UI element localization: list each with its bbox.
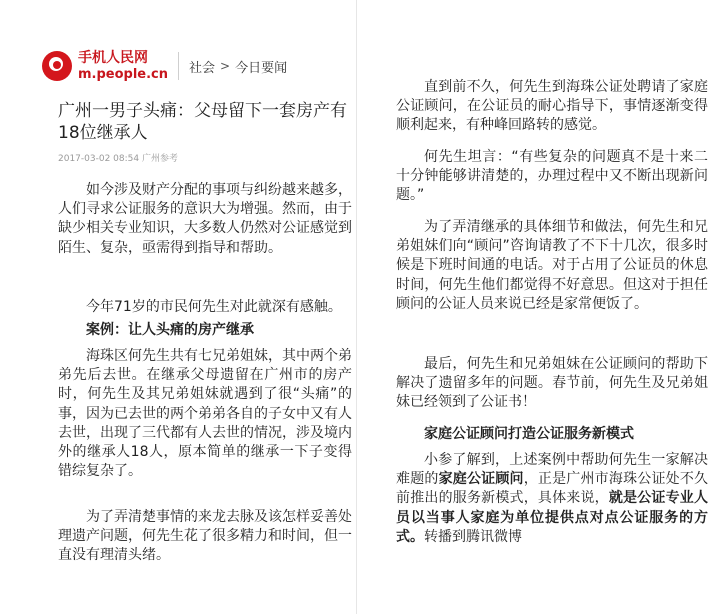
left-section-heading: 案例：让人头痛的房产继承 <box>86 322 254 338</box>
right-section-heading: 家庭公证顾问打造公证服务新模式 <box>424 426 634 442</box>
site-header <box>42 46 287 86</box>
article-left-column <box>0 0 357 614</box>
people-logo-icon[interactable] <box>42 51 72 81</box>
left-paragraph-1: 如今涉及财产分配的事项与纠纷越来越多，人们寻求公证服务的意识大为增强。然而，由于缺少相关专业知识，大多数人仍然对公证感觉到陌生、复杂，亟需得到指导和帮助。 <box>58 182 352 256</box>
article-meta: 2017-03-02 08:54 广州参考 <box>58 154 178 164</box>
p5-text-c: ，正是广州市海珠公证处不久前推出的服务新模式，具体来说， <box>396 471 709 507</box>
right-paragraph-5 <box>396 451 708 547</box>
breadcrumb-item-today-news[interactable]: 今日要闻 <box>235 60 288 76</box>
left-paragraph-2: 今年71岁的市民何先生对此就深有感触。 <box>86 299 342 315</box>
p5-text-a: 小参了解到，上述案例中帮助何先生一家解决难题的 <box>396 452 708 488</box>
left-paragraph-3: 海珠区何先生共有七兄弟姐妹，其中两个弟弟先后去世。在继承父母遗留在广州市的房产时，何先生及其兄弟姐妹就遇到了很“头痛”的事，因为已去世的两个弟弟各自的子女中又有人去世，出现了三代都有人去世的情况，涉及境内外的继承人18人，原本简单的继承一下子变得错综复杂了。 <box>58 348 352 480</box>
site-logo[interactable] <box>78 51 168 81</box>
share-tencent-weibo-link[interactable]: 转播到腾讯微博 <box>424 528 522 545</box>
p5-bold-term: 家庭公证顾问 <box>438 471 524 488</box>
right-paragraph-3: 为了弄清继承的具体细节和做法，何先生和兄弟姐妹们向“顾问”咨询请教了不下十几次，很多时候是下班时间通的电话。对于占用了公证员的休息时间，何先生他们都觉得不好意思。但这对于担任顾问的公证人员来说已经是家常便饭了。 <box>396 219 708 312</box>
article-title: 广州一男子头痛：父母留下一套房产有18位继承人 <box>58 101 347 143</box>
logo-url-text: m.people.cn <box>78 67 169 82</box>
article-right-column <box>368 0 710 614</box>
breadcrumb-item-social[interactable]: 社会 <box>189 60 216 76</box>
left-paragraph-4: 为了弄清楚事情的来龙去脉及该怎样妥善处理遗产问题，何先生花了很多精力和时间，但一直没有理清头绪。 <box>58 509 352 564</box>
breadcrumb <box>189 57 287 76</box>
right-paragraph-2: 何先生坦言：“有些复杂的问题真不是十来二十分钟能够讲清楚的，办理过程中又不断出现新问题。” <box>396 149 708 204</box>
right-paragraph-1: 直到前不久，何先生到海珠公证处聘请了家庭公证顾问，在公证员的耐心指导下，事情逐渐变得顺利起来，有种峰回路转的感觉。 <box>396 79 708 134</box>
right-paragraph-4: 最后，何先生和兄弟姐妹在公证顾问的帮助下解决了遗留多年的问题。春节前，何先生及兄弟姐妹已经领到了公证书！ <box>396 356 708 411</box>
p5-bold-definition: 就是公证专业人员以当事人家庭为单位提供点对点公证服务的方式。 <box>396 490 709 545</box>
logo-cn-text: 手机人民网 <box>78 50 148 66</box>
breadcrumb-separator: > <box>220 59 231 73</box>
header-divider <box>178 52 179 80</box>
